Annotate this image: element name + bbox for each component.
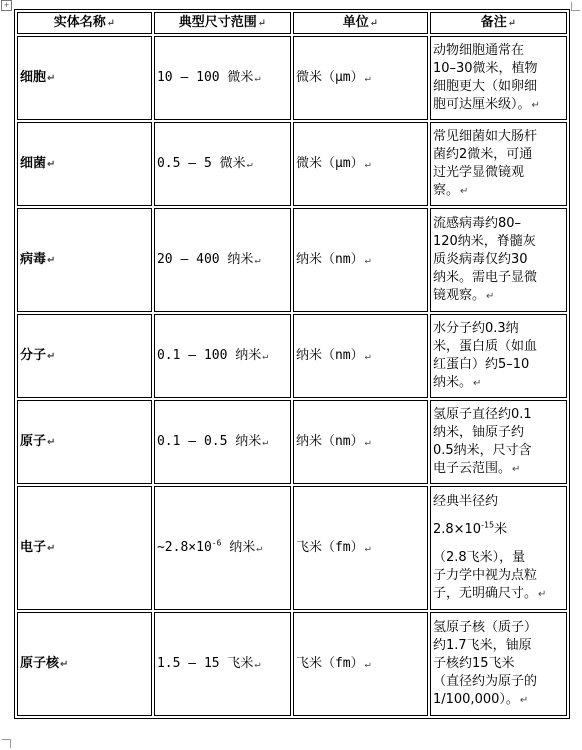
size-range-cell[interactable]: $\sim 2.8\times 10^{-6}$ 纳米↵ bbox=[154, 486, 291, 610]
unit-cell[interactable]: 微米（μm）↵ bbox=[293, 36, 428, 120]
page-corner-mark-icon bbox=[2, 739, 11, 748]
note-cell[interactable]: 常见细菌如大肠杆 菌约2微米，可通 过光学显微镜观 察。↵ bbox=[430, 122, 567, 206]
size-range-cell[interactable]: 1.5 – 15 飞米↵ bbox=[154, 612, 291, 716]
unit-cell[interactable]: 纳米（nm）↵ bbox=[293, 208, 428, 312]
note-cell[interactable]: 经典半径约 $2.8\times 10^{-15}$米 （2.8飞米），量 子力学中视为点粒 子，无明确尺寸。↵ bbox=[430, 486, 567, 610]
table-row bbox=[17, 208, 567, 312]
table-row bbox=[17, 400, 567, 484]
table-row bbox=[17, 486, 567, 610]
entity-name-cell[interactable]: 原子核↵ bbox=[17, 612, 152, 716]
entity-name-cell[interactable]: 病毒↵ bbox=[17, 208, 152, 312]
header-cell[interactable]: 单位↵ bbox=[293, 12, 428, 34]
note-cell[interactable]: 氢原子核（质子） 约1.7飞米，铀原 子核约15飞米 （直径约为原子的 1/100,000）。↵ bbox=[430, 612, 567, 716]
unit-cell[interactable]: 飞米（fm）↵ bbox=[293, 612, 428, 716]
note-cell[interactable]: 流感病毒约80– 120纳米，脊髓灰 质炎病毒仅约30 纳米。需电子显微 镜观察。↵ bbox=[430, 208, 567, 312]
table-move-handle-icon[interactable]: + bbox=[1, 0, 12, 11]
entity-name-cell[interactable]: 细胞↵ bbox=[17, 36, 152, 120]
header-cell[interactable]: 典型尺寸范围↵ bbox=[154, 12, 291, 34]
entity-name-cell[interactable]: 分子↵ bbox=[17, 314, 152, 398]
entity-name-cell[interactable]: 原子↵ bbox=[17, 400, 152, 484]
size-range-cell[interactable]: 0.5 – 5 微米↵ bbox=[154, 122, 291, 206]
note-cell[interactable]: 氢原子直径约0.1 纳米，铀原子约 0.5纳米，尺寸含 电子云范围。↵ bbox=[430, 400, 567, 484]
table-row bbox=[17, 314, 567, 398]
header-cell[interactable]: 实体名称↵ bbox=[17, 12, 152, 34]
header-cell[interactable]: 备注↵ bbox=[430, 12, 567, 34]
table-header-row bbox=[17, 12, 567, 34]
size-range-cell[interactable]: 0.1 – 0.5 纳米↵ bbox=[154, 400, 291, 484]
unit-cell[interactable]: 微米（μm）↵ bbox=[293, 122, 428, 206]
size-range-table bbox=[14, 9, 570, 719]
size-range-cell[interactable]: 10 – 100 微米↵ bbox=[154, 36, 291, 120]
table-row bbox=[17, 36, 567, 120]
table-row bbox=[17, 122, 567, 206]
size-range-cell[interactable]: 0.1 – 100 纳米↵ bbox=[154, 314, 291, 398]
unit-cell[interactable]: 飞米（fm）↵ bbox=[293, 486, 428, 610]
entity-name-cell[interactable]: 电子↵ bbox=[17, 486, 152, 610]
table-row bbox=[17, 612, 567, 716]
note-cell[interactable]: 动物细胞通常在 10–30微米，植物 细胞更大（如卵细 胞可达厘米级）。↵ bbox=[430, 36, 567, 120]
size-range-cell[interactable]: 20 – 400 纳米↵ bbox=[154, 208, 291, 312]
entity-name-cell[interactable]: 细菌↵ bbox=[17, 122, 152, 206]
page-corner-mark-icon bbox=[571, 2, 580, 11]
note-cell[interactable]: 水分子约0.3纳 米，蛋白质（如血 红蛋白）约5–10 纳米。↵ bbox=[430, 314, 567, 398]
unit-cell[interactable]: 纳米（nm）↵ bbox=[293, 400, 428, 484]
unit-cell[interactable]: 纳米（nm）↵ bbox=[293, 314, 428, 398]
